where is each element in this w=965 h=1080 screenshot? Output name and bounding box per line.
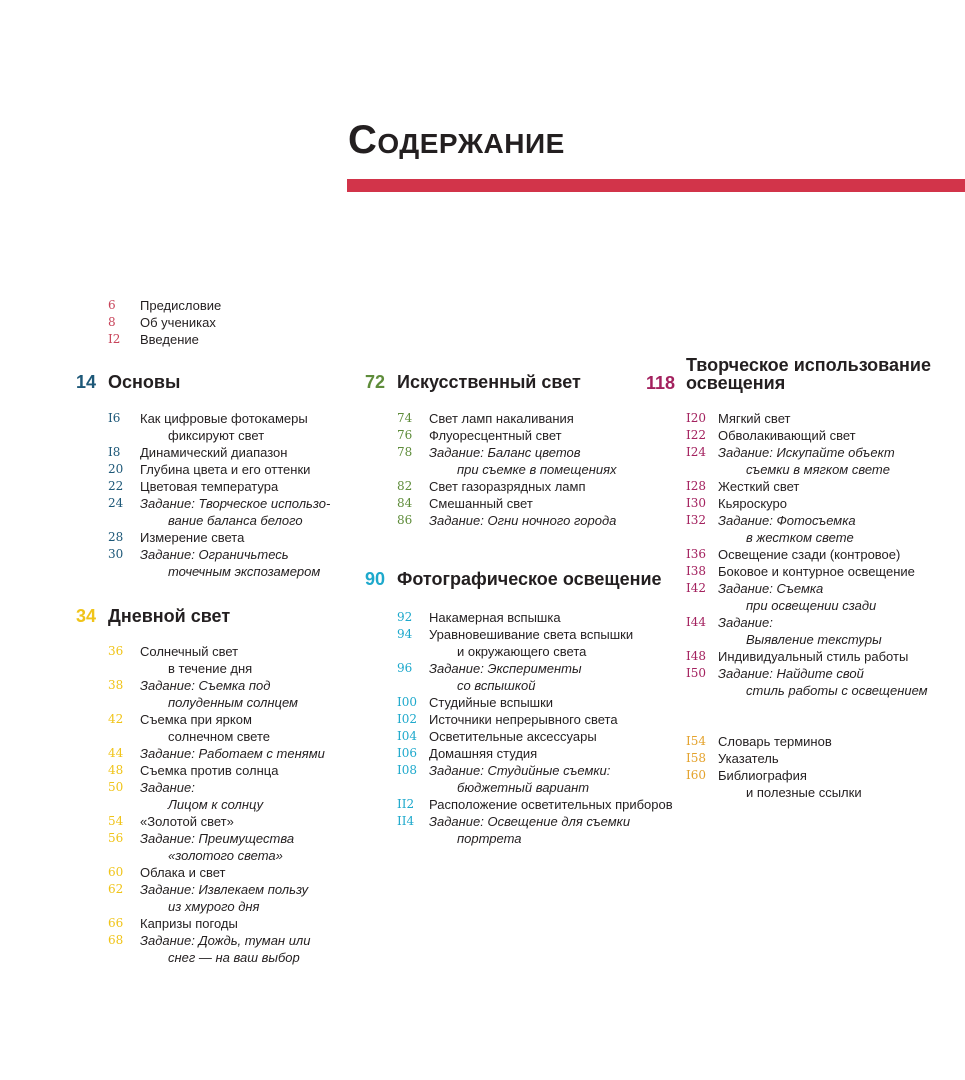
entry-title	[429, 478, 586, 495]
toc-entry[interactable]	[397, 626, 673, 660]
entry-title	[429, 694, 553, 711]
entry-title-line: Введение	[140, 332, 199, 347]
page-number: I06	[397, 746, 418, 760]
toc-entry[interactable]	[108, 711, 325, 745]
entry-title-line: Мягкий свет	[718, 411, 791, 426]
entry-title	[140, 881, 308, 915]
toc-entry[interactable]	[397, 728, 673, 745]
page-number: 54	[108, 814, 124, 828]
entry-title	[429, 728, 597, 745]
section-heading-daylight	[76, 607, 230, 625]
entry-title-line: Задание: Освещение для съемки	[429, 814, 631, 829]
page-number: 94	[397, 627, 413, 641]
entry-title	[429, 427, 562, 444]
section-title-line: Дневной свет	[108, 606, 231, 626]
toc-entry[interactable]	[108, 410, 330, 444]
page-number: II2	[397, 797, 415, 811]
page-number: I38	[686, 564, 707, 578]
entry-title-line: Обволакивающий свет	[718, 428, 856, 443]
toc-entry[interactable]	[397, 609, 673, 626]
toc-entry[interactable]	[108, 643, 325, 677]
entry-title-line: Задание: Преимущества	[140, 831, 295, 846]
section-list-photo	[397, 609, 673, 847]
toc-entry[interactable]	[686, 546, 928, 563]
section-page-number: 90	[365, 569, 386, 589]
toc-entry[interactable]	[108, 444, 330, 461]
section-title-line: Искусственный свет	[397, 372, 581, 392]
entry-title	[718, 665, 928, 699]
toc-entry[interactable]	[397, 478, 617, 495]
entry-title	[140, 830, 294, 864]
entry-title-line: в течение дня	[168, 661, 253, 676]
entry-title-line: при освещении сзади	[746, 598, 877, 613]
entry-title-line: Кьяроскуро	[718, 496, 787, 511]
section-heading-photo	[365, 570, 662, 588]
toc-entry[interactable]	[686, 733, 862, 750]
page-number: 48	[108, 763, 124, 777]
entry-title-line: Задание: Дождь, туман или	[140, 933, 311, 948]
toc-entry[interactable]	[397, 444, 617, 478]
entry-title	[140, 495, 330, 529]
page-number: I6	[108, 411, 121, 425]
page-number: 62	[108, 882, 124, 896]
entry-title	[140, 915, 238, 932]
entry-title-line: Домашняя студия	[429, 746, 538, 761]
entry-title-line: точечным экспозамером	[168, 564, 321, 579]
entry-title-line: Словарь терминов	[718, 734, 832, 749]
toc-entry[interactable]	[686, 580, 928, 614]
entry-title	[140, 529, 244, 546]
section-list-artificial	[397, 410, 617, 529]
section-title[interactable]	[108, 607, 230, 625]
entry-title	[718, 427, 856, 444]
page-number: 74	[397, 411, 413, 425]
entry-title	[140, 314, 216, 331]
section-list-creative	[686, 410, 928, 699]
toc-entry[interactable]	[686, 478, 928, 495]
entry-title	[140, 461, 310, 478]
section-heading-basics	[76, 373, 180, 391]
entry-title-line: Съемка при ярком	[140, 712, 252, 727]
page-number: I30	[686, 496, 707, 510]
page-number: I36	[686, 547, 707, 561]
page-number: 50	[108, 780, 124, 794]
page-number: I8	[108, 445, 121, 459]
entry-title-line: фиксируют свет	[168, 428, 265, 443]
entry-title-line: Задание: Ограничьтесь	[140, 547, 289, 562]
entry-title-line: Освещение сзади (контровое)	[718, 547, 901, 562]
page-number: 84	[397, 496, 413, 510]
toc-entry[interactable]	[686, 614, 928, 648]
entry-title-line: Как цифровые фотокамеры	[140, 411, 308, 426]
entry-title-line: Выявление текстуры	[746, 632, 882, 647]
toc-entry[interactable]	[686, 767, 862, 801]
page-number: 68	[108, 933, 124, 947]
toc-entry[interactable]	[108, 331, 221, 348]
entry-title-line: Облака и свет	[140, 865, 226, 880]
page-number: I32	[686, 513, 707, 527]
entry-title-line: Задание:	[718, 615, 773, 630]
entry-title-line: Предисловие	[140, 298, 222, 313]
entry-title-line: Задание: Съемка под	[140, 678, 271, 693]
page-number: I00	[397, 695, 418, 709]
entry-title-line: Задание: Искупайте объект	[718, 445, 895, 460]
page-number: I08	[397, 763, 418, 777]
entry-title	[140, 779, 263, 813]
entry-title-line: Цветовая температура	[140, 479, 279, 494]
entry-title	[429, 762, 610, 796]
entry-title	[718, 614, 882, 648]
toc-entry[interactable]	[686, 427, 928, 444]
page-number: II4	[397, 814, 415, 828]
entry-title-line: Задание: Студийные съемки:	[429, 763, 611, 778]
page-number: I44	[686, 615, 707, 629]
toc-entry[interactable]	[686, 563, 928, 580]
page-number: I42	[686, 581, 707, 595]
page-number: 92	[397, 610, 413, 624]
entry-title-line: Свет ламп накаливания	[429, 411, 574, 426]
entry-title	[140, 932, 311, 966]
page-number: 42	[108, 712, 124, 726]
page-number: 82	[397, 479, 413, 493]
entry-title-line: Задание: Эксперименты	[429, 661, 582, 676]
section-list-daylight	[108, 643, 325, 966]
page-number: 96	[397, 661, 413, 675]
page-title: Содержание	[348, 118, 565, 162]
entry-title	[140, 444, 287, 461]
entry-title-line: Динамический диапазон	[140, 445, 288, 460]
entry-title	[140, 677, 298, 711]
page-number: 56	[108, 831, 124, 845]
entry-title-line: Капризы погоды	[140, 916, 238, 931]
entry-title	[429, 796, 673, 813]
toc-entry[interactable]	[108, 762, 325, 779]
entry-title	[140, 643, 252, 677]
entry-title	[718, 495, 787, 512]
entry-title	[140, 813, 234, 830]
endmatter-list	[686, 733, 862, 801]
toc-entry[interactable]	[108, 297, 221, 314]
entry-title	[718, 580, 876, 614]
entry-title-line: Задание: Огни ночного города	[429, 513, 617, 528]
page-number: I02	[397, 712, 418, 726]
entry-title	[140, 711, 270, 745]
toc-entry[interactable]	[686, 665, 928, 699]
toc-entry[interactable]	[108, 546, 330, 580]
toc-entry[interactable]	[108, 529, 330, 546]
entry-title	[718, 767, 862, 801]
entry-title-line: Индивидуальный стиль работы	[718, 649, 909, 664]
toc-entry[interactable]	[686, 750, 862, 767]
entry-title-line: Указатель	[718, 751, 779, 766]
page-number: 36	[108, 644, 124, 658]
toc-entry[interactable]	[108, 677, 325, 711]
page-number: 38	[108, 678, 124, 692]
toc-entry[interactable]	[686, 444, 928, 478]
entry-title	[429, 813, 630, 847]
entry-title-line: Задание: Творческое использо-	[140, 496, 331, 511]
page-number: 28	[108, 530, 124, 544]
toc-entry[interactable]	[108, 461, 330, 478]
entry-title-line: Накамерная вспышка	[429, 610, 561, 625]
intro-list	[108, 297, 221, 348]
entry-title	[140, 864, 226, 881]
entry-title	[140, 478, 278, 495]
entry-title	[429, 626, 633, 660]
page-number: 8	[108, 315, 116, 329]
toc-entry[interactable]	[397, 495, 617, 512]
entry-title-line: Смешанный свет	[429, 496, 533, 511]
toc-entry[interactable]	[108, 314, 221, 331]
entry-title	[429, 745, 537, 762]
page-number: I58	[686, 751, 707, 765]
title-rule	[347, 179, 965, 192]
entry-title	[140, 762, 278, 779]
entry-title-line: солнечном свете	[168, 729, 270, 744]
entry-title-line: вание баланса белого	[168, 513, 303, 528]
section-page-number: 34	[76, 606, 97, 626]
entry-title	[718, 478, 799, 495]
entry-title	[718, 733, 832, 750]
page-number: I20	[686, 411, 707, 425]
entry-title	[140, 331, 199, 348]
page-number: I60	[686, 768, 707, 782]
entry-title	[718, 410, 790, 427]
entry-title-line: Лицом к солнцу	[168, 797, 264, 812]
toc-entry[interactable]	[397, 711, 673, 728]
toc-entry[interactable]	[108, 932, 325, 966]
entry-title	[140, 546, 320, 580]
toc-entry[interactable]	[397, 796, 673, 813]
section-heading-artificial	[365, 373, 581, 391]
entry-title-line: Задание: Фотосъемка	[718, 513, 856, 528]
entry-title-line: съемки в мягком свете	[746, 462, 890, 477]
page-number: 86	[397, 513, 413, 527]
page-number: I50	[686, 666, 707, 680]
entry-title	[140, 745, 325, 762]
entry-title-line: Задание:	[140, 780, 195, 795]
toc-entry[interactable]	[397, 745, 673, 762]
toc-entry[interactable]	[108, 779, 325, 813]
entry-title-line: «Золотой свет»	[140, 814, 234, 829]
section-page-number: 118	[646, 373, 676, 393]
toc-entry[interactable]	[686, 648, 928, 665]
entry-title	[718, 444, 895, 478]
toc-entry[interactable]	[397, 427, 617, 444]
toc-entry[interactable]	[108, 830, 325, 864]
page-number: 78	[397, 445, 413, 459]
page-number: I24	[686, 445, 707, 459]
page-number: 30	[108, 547, 124, 561]
toc-entry[interactable]	[686, 512, 928, 546]
entry-title-line: и полезные ссылки	[746, 785, 862, 800]
entry-title	[718, 563, 915, 580]
entry-title-line: при съемке в помещениях	[457, 462, 617, 477]
entry-title	[429, 660, 582, 694]
entry-title-line: Расположение осветительных приборов	[429, 797, 673, 812]
section-page-number: 72	[365, 372, 386, 392]
entry-title-line: Измерение света	[140, 530, 245, 545]
section-title-line: Основы	[108, 372, 181, 392]
section-heading-creative	[646, 356, 931, 392]
section-title[interactable]	[686, 356, 931, 392]
entry-title	[718, 512, 856, 546]
page-number: I2	[108, 332, 121, 346]
page-number: 76	[397, 428, 413, 442]
toc-entry[interactable]	[108, 864, 325, 881]
entry-title-line: стиль работы с освещением	[746, 683, 928, 698]
entry-title-line: Задание: Найдите свой	[718, 666, 864, 681]
toc-entry[interactable]	[397, 660, 673, 694]
entry-title	[718, 648, 908, 665]
page-number: I28	[686, 479, 707, 493]
section-page-number: 14	[76, 372, 97, 392]
entry-title-line: полуденным солнцем	[168, 695, 298, 710]
entry-title-line: Задание: Баланс цветов	[429, 445, 581, 460]
entry-title-line: «золотого света»	[168, 848, 283, 863]
entry-title-line: Съемка против солнца	[140, 763, 279, 778]
toc-entry[interactable]	[108, 495, 330, 529]
entry-title	[718, 546, 900, 563]
entry-title	[718, 750, 779, 767]
page-number: 44	[108, 746, 124, 760]
page-number: 66	[108, 916, 124, 930]
entry-title	[429, 609, 561, 626]
entry-title-line: бюджетный вариант	[457, 780, 590, 795]
entry-title-line: Задание: Работаем с тенями	[140, 746, 325, 761]
entry-title-line: Задание: Извлекаем пользу	[140, 882, 309, 897]
toc-entry[interactable]	[397, 694, 673, 711]
entry-title-line: и окружающего света	[457, 644, 587, 659]
entry-title-line: Задание: Съемка	[718, 581, 824, 596]
section-title-line: Творческое использование	[686, 355, 931, 375]
section-title-line: Фотографическое освещение	[397, 569, 662, 589]
toc-entry[interactable]	[108, 881, 325, 915]
entry-title-line: Флуоресцентный свет	[429, 428, 562, 443]
toc-entry[interactable]	[397, 512, 617, 529]
entry-title-line: Студийные вспышки	[429, 695, 554, 710]
section-list-basics	[108, 410, 330, 580]
toc-entry[interactable]	[397, 410, 617, 427]
entry-title	[140, 297, 221, 314]
entry-title-line: Осветительные аксессуары	[429, 729, 597, 744]
toc-entry[interactable]	[108, 813, 325, 830]
toc-entry[interactable]	[397, 762, 673, 796]
toc-entry[interactable]	[108, 745, 325, 762]
entry-title	[429, 495, 533, 512]
page-number: 20	[108, 462, 124, 476]
entry-title	[429, 410, 574, 427]
entry-title-line: Источники непрерывного света	[429, 712, 618, 727]
entry-title-line: Уравновешивание света вспышки	[429, 627, 634, 642]
entry-title-line: со вспышкой	[457, 678, 536, 693]
page-number: I48	[686, 649, 707, 663]
section-title[interactable]	[397, 570, 662, 588]
entry-title-line: в жестком свете	[746, 530, 854, 545]
entry-title-line: Об учениках	[140, 315, 216, 330]
entry-title-line: снег — на ваш выбор	[168, 950, 300, 965]
entry-title-line: Боковое и контурное освещение	[718, 564, 915, 579]
entry-title-line: Свет газоразрядных ламп	[429, 479, 586, 494]
entry-title	[429, 711, 618, 728]
entry-title	[429, 512, 616, 529]
entry-title-line: портрета	[457, 831, 522, 846]
entry-title-line: Глубина цвета и его оттенки	[140, 462, 311, 477]
page-number: 24	[108, 496, 124, 510]
page-number: I54	[686, 734, 707, 748]
entry-title-line: Библиография	[718, 768, 807, 783]
toc-entry[interactable]	[397, 813, 673, 847]
toc-entry[interactable]	[686, 495, 928, 512]
page-number: 22	[108, 479, 124, 493]
entry-title	[140, 410, 308, 444]
entry-title	[429, 444, 617, 478]
section-title[interactable]	[108, 373, 180, 391]
page-number: 60	[108, 865, 124, 879]
entry-title-line: Жесткий свет	[718, 479, 800, 494]
toc-entry[interactable]	[108, 478, 330, 495]
toc-entry[interactable]	[686, 410, 928, 427]
section-title-line: освещения	[686, 373, 786, 393]
page-number: I22	[686, 428, 707, 442]
toc-entry[interactable]	[108, 915, 325, 932]
entry-title-line: Солнечный свет	[140, 644, 239, 659]
page-number: I04	[397, 729, 418, 743]
page-number: 6	[108, 298, 116, 312]
section-title[interactable]	[397, 373, 581, 391]
entry-title-line: из хмурого дня	[168, 899, 260, 914]
